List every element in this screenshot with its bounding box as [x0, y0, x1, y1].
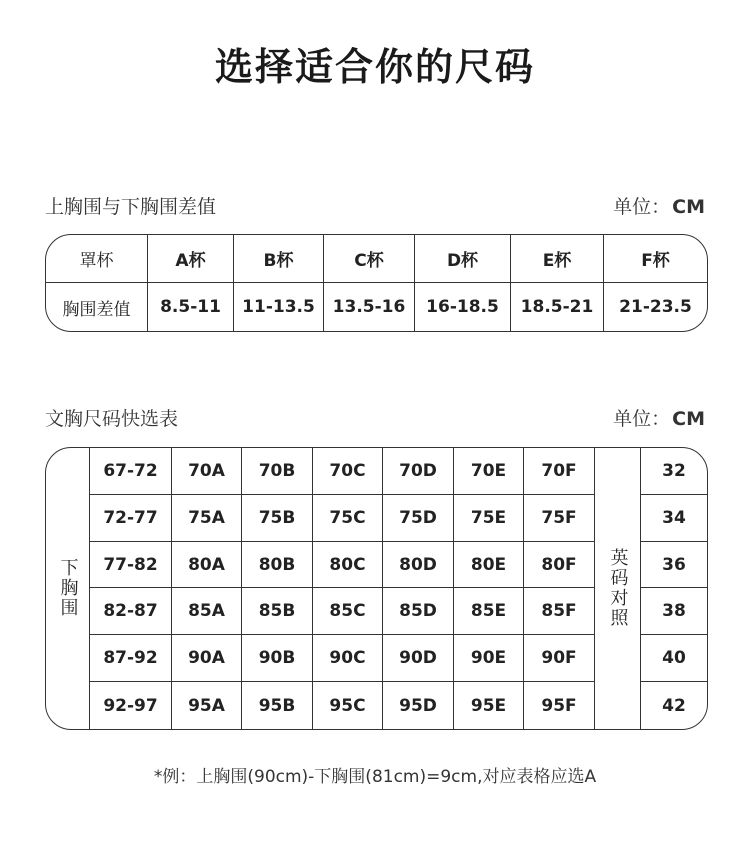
underbust-range-cell: 72-77: [90, 495, 172, 542]
diff-cell: 18.5-21: [511, 283, 604, 331]
diff-cell: 16-18.5: [415, 283, 511, 331]
size-cell: 70A: [172, 448, 242, 495]
cup-cell: F杯: [604, 235, 707, 283]
unit-value: CM: [672, 408, 705, 430]
size-cell: 75B: [242, 495, 313, 542]
size-chart-table: [45, 447, 708, 730]
size-cell: 85F: [524, 588, 595, 635]
underbust-header: 下胸围: [46, 448, 90, 729]
underbust-range-cell: 77-82: [90, 542, 172, 589]
uk-size-cell: 42: [662, 695, 686, 716]
size-cell: 70E: [454, 448, 524, 495]
size-cell: 90A: [172, 635, 242, 682]
uk-size-cell: 40: [641, 635, 707, 682]
underbust-range-cell: 87-92: [90, 635, 172, 682]
size-cell: 80A: [172, 542, 242, 589]
size-cell: 90B: [242, 635, 313, 682]
size-cell: 80E: [454, 542, 524, 589]
diff-cell: 21-23.5: [619, 297, 692, 317]
uk-size-cell: 36: [641, 542, 707, 589]
size-cell: 95F: [524, 682, 595, 729]
size-cell: 85E: [454, 588, 524, 635]
size-cell: 70C: [313, 448, 383, 495]
underbust-range-cell: 82-87: [90, 588, 172, 635]
size-chart-section-label: 文胸尺码快选表: [45, 408, 179, 430]
cup-cell: C杯: [324, 235, 415, 283]
size-cell: 90F: [524, 635, 595, 682]
size-cell: 90C: [313, 635, 383, 682]
cup-difference-table: [45, 234, 708, 332]
size-cell: 75F: [524, 495, 595, 542]
cup-cell: A杯: [148, 235, 234, 283]
size-cell: 85B: [242, 588, 313, 635]
diff-cell: 11-13.5: [234, 283, 324, 331]
size-cell: 80D: [383, 542, 454, 589]
page-title: 选择适合你的尺码: [214, 45, 535, 89]
size-cell: 95A: [172, 682, 242, 729]
size-cell: 95B: [242, 682, 313, 729]
size-cell: 80C: [313, 542, 383, 589]
size-cell: 70F: [524, 448, 595, 495]
cup-cell: D杯: [415, 235, 511, 283]
size-cell: 95D: [383, 682, 454, 729]
size-cell: 95C: [313, 682, 383, 729]
diff-cell: 13.5-16: [324, 283, 415, 331]
size-cell: 85D: [383, 588, 454, 635]
size-cell: 90E: [454, 635, 524, 682]
cup-diff-unit: [613, 192, 705, 219]
size-cell: 90D: [383, 635, 454, 682]
cup-cell: E杯: [511, 235, 604, 283]
cup-cell: B杯: [234, 235, 324, 283]
size-cell: 85A: [172, 588, 242, 635]
unit-prefix: 单位：: [613, 196, 671, 218]
size-cell: 70B: [242, 448, 313, 495]
size-cell: 75C: [313, 495, 383, 542]
underbust-range-cell: 92-97: [90, 682, 172, 729]
size-cell: 80B: [242, 542, 313, 589]
row-header-cup: 罩杯: [46, 235, 148, 283]
unit-prefix: 单位：: [613, 408, 671, 430]
diff-cell: 8.5-11: [148, 283, 234, 331]
unit-value: CM: [672, 196, 705, 218]
size-chart-unit: [613, 404, 705, 431]
size-cell: 80F: [524, 542, 595, 589]
uk-size-cell: 34: [641, 495, 707, 542]
example-note: *例：上胸围(90cm)-下胸围(81cm)=9cm,对应表格应选A: [153, 767, 597, 787]
uk-size-header: 英码对照: [595, 448, 641, 729]
size-cell: 70D: [383, 448, 454, 495]
size-cell: 85C: [313, 588, 383, 635]
size-cell: 75A: [172, 495, 242, 542]
row-header-diff: 胸围差值: [46, 283, 148, 331]
size-cell: 75D: [383, 495, 454, 542]
uk-size-cell: 32: [641, 448, 707, 495]
cup-diff-section-label: 上胸围与下胸围差值: [45, 196, 217, 218]
uk-size-cell: 38: [641, 588, 707, 635]
size-cell: 95E: [454, 682, 524, 729]
size-cell: 75E: [454, 495, 524, 542]
underbust-range-cell: 67-72: [90, 448, 172, 495]
